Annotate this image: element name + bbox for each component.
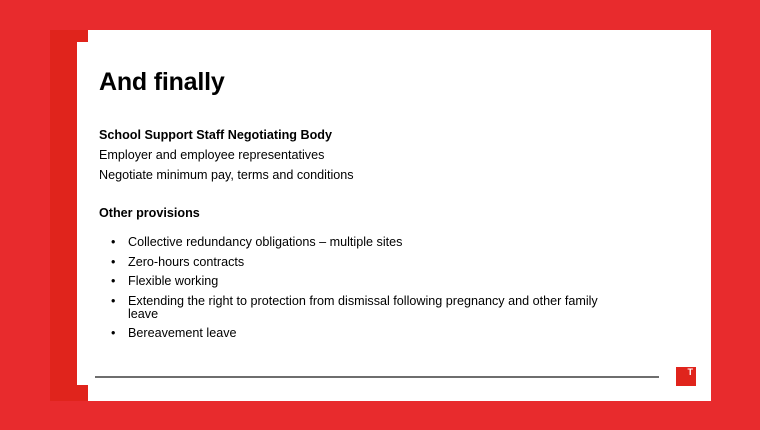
section-heading: Other provisions <box>99 206 200 220</box>
slide-title: And finally <box>99 68 225 96</box>
list-item <box>99 275 618 288</box>
footer-divider <box>95 376 659 378</box>
list-item-text: Extending the right to protection from dismissal following pregnancy and other family leave <box>128 293 598 321</box>
bullet-icon: • <box>111 326 116 340</box>
provisions-list <box>99 236 618 347</box>
bullet-icon: • <box>111 274 116 288</box>
list-item-text: Zero-hours contracts <box>128 254 245 269</box>
bullet-icon: • <box>111 254 116 269</box>
list-item-text: Flexible working <box>128 274 219 288</box>
brand-logo-icon <box>676 367 696 386</box>
section-negotiating-body <box>99 126 354 185</box>
bullet-icon: • <box>111 293 116 308</box>
section-other-provisions <box>99 204 200 223</box>
list-item <box>99 236 618 249</box>
slide-canvas-bottom <box>88 384 711 401</box>
list-item-text: Collective redundancy obligations – multiple sites <box>128 235 403 249</box>
bullet-icon: • <box>111 235 116 249</box>
section-line: Employer and employee representatives <box>99 148 325 162</box>
list-item <box>99 327 618 340</box>
logo-letter: T <box>687 367 693 377</box>
list-item <box>99 256 618 269</box>
section-line: Negotiate minimum pay, terms and conditions <box>99 168 354 182</box>
slide-canvas-top <box>88 30 711 44</box>
list-item-text: Bereavement leave <box>128 326 237 340</box>
list-item <box>99 295 618 321</box>
section-heading: School Support Staff Negotiating Body <box>99 128 332 142</box>
